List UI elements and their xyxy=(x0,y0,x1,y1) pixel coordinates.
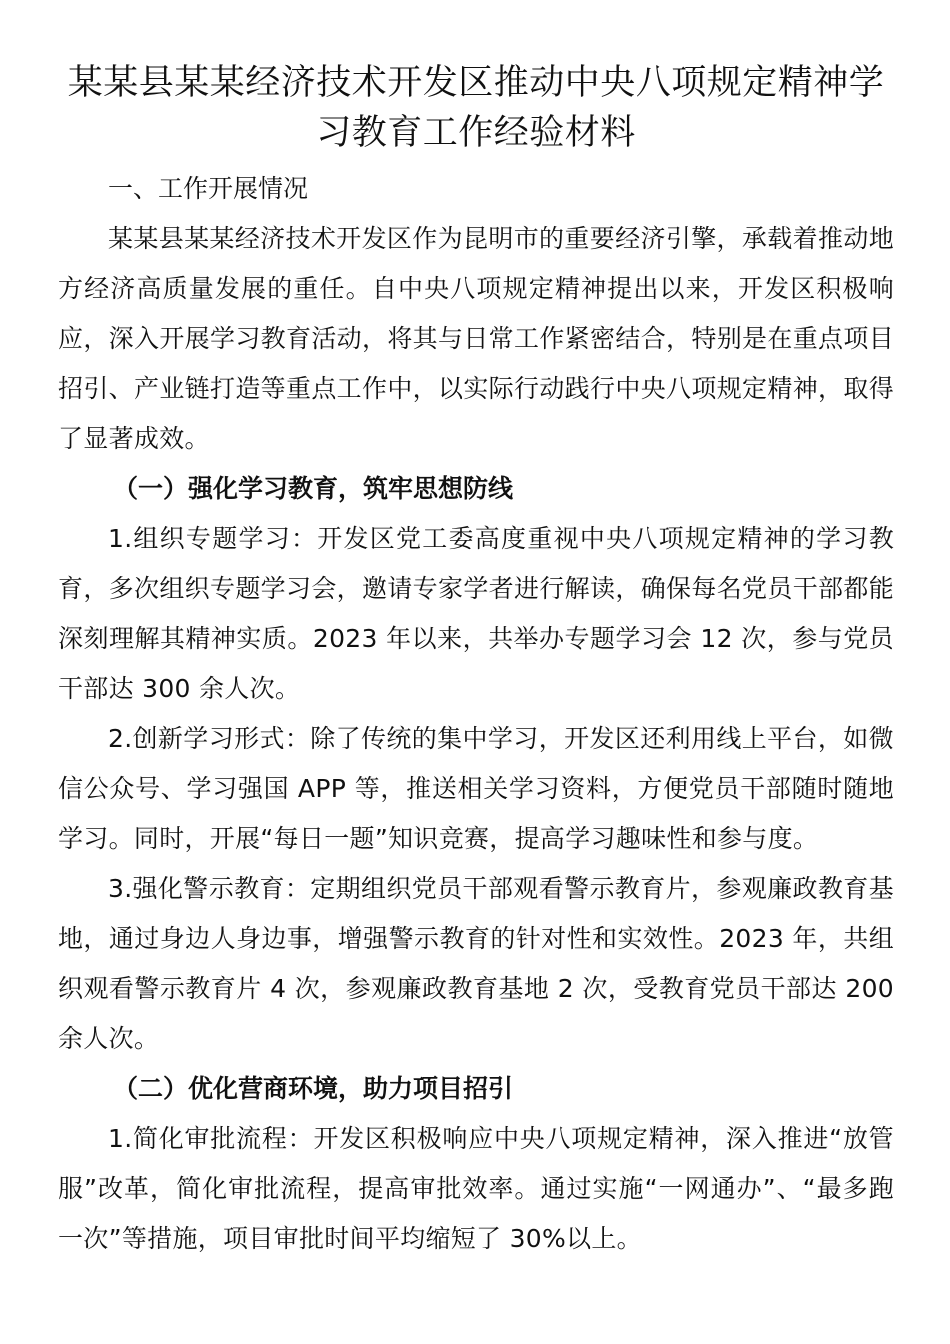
title-line-1: 某某县某某经济技术开发区推动中央八项规定精神学 xyxy=(67,63,885,103)
intro-paragraph: 某某县某某经济技术开发区作为昆明市的重要经济引擎，承载着推动地方经济高质量发展的重任。自中央八项规定精神提出以来，开发区积极响应，深入开展学习教育活动，将其与日常工作紧密结合，特别是在重点项目招引、产业链打造等重点工作中，以实际行动践行中央八项规定精神，取得了显著成效。 xyxy=(58,224,894,453)
paragraph-item-1-1: 1.组织专题学习：开发区党工委高度重视中央八项规定精神的学习教育，多次组织专题学习会，邀请专家学者进行解读，确保每名党员干部都能深刻理解其精神实质。2023 年以来，共举办专题学习会 12 次，参与党员干部达 300 余人次。 xyxy=(58,524,894,703)
paragraph-item-2-1: 1.简化审批流程：开发区积极响应中央八项规定精神，深入推进“放管服”改革，简化审批流程，提高审批效率。通过实施“一网通办”、“最多跑一次”等措施，项目审批时间平均缩短了 30%以上。 xyxy=(58,1124,894,1253)
subsection-heading-study: （一）强化学习教育，筑牢思想防线 xyxy=(113,474,514,503)
document-title xyxy=(58,58,894,158)
section-heading-work-status: 一、工作开展情况 xyxy=(108,174,309,203)
paragraph-item-1-2: 2.创新学习形式：除了传统的集中学习，开发区还利用线上平台，如微信公众号、学习强国 APP 等，推送相关学习资料，方便党员干部随时随地学习。同时，开展“每日一题”知识竞赛，提高学习趣味性和参与度。 xyxy=(58,724,894,853)
paragraph-item-1-3: 3.强化警示教育：定期组织党员干部观看警示教育片，参观廉政教育基地，通过身边人身边事，增强警示教育的针对性和实效性。2023 年，共组织观看警示教育片 4 次，参观廉政教育基地 2 次，受教育党员干部达 200 余人次。 xyxy=(58,874,894,1053)
title-line-2: 习教育工作经验材料 xyxy=(316,113,636,153)
subsection-heading-business: （二）优化营商环境，助力项目招引 xyxy=(113,1074,514,1103)
